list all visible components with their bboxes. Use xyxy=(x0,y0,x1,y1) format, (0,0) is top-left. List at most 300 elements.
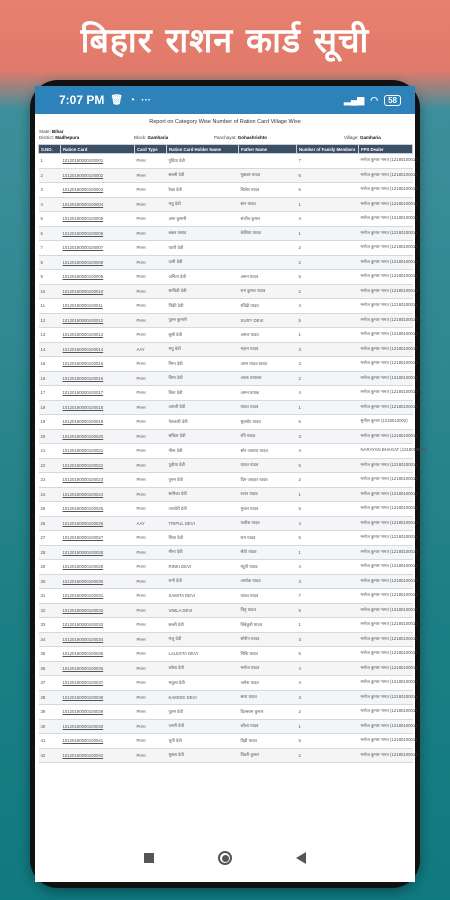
column-header: S.NO. xyxy=(39,145,61,154)
table-cell: 35 xyxy=(39,647,61,662)
table-cell: मनोज कुमार भगत (1218010001) xyxy=(359,342,413,357)
table-cell: पुदीया देवी xyxy=(167,458,239,473)
state-label: State: xyxy=(39,129,51,134)
table-cell: नीना देवी xyxy=(167,444,239,459)
table-cell: 7 xyxy=(297,589,359,604)
ration-card-link[interactable]: 10120180000100009 xyxy=(61,270,135,285)
phone-frame xyxy=(30,80,428,888)
table-cell: 4 xyxy=(297,676,359,691)
table-cell: गुडिया देवी xyxy=(167,154,239,169)
table-row xyxy=(39,371,413,386)
table-cell: मनोज कुमार भगत (1218010001) xyxy=(359,429,413,444)
back-icon[interactable] xyxy=(296,852,306,864)
table-cell: 40 xyxy=(39,719,61,734)
table-cell: मनोज कुमार भगत (1218010001) xyxy=(359,545,413,560)
table-cell: 3 xyxy=(297,357,359,372)
table-cell: KAMODI DEVI xyxy=(167,690,239,705)
table-cell: PHH xyxy=(135,313,167,328)
table-cell: मनोज कुमार भगत (1218010001) xyxy=(359,212,413,227)
table-cell: फवीस यादव xyxy=(239,516,297,531)
table-row xyxy=(39,618,413,633)
ration-card-link[interactable]: 10120180000100014 xyxy=(61,342,135,357)
table-row xyxy=(39,226,413,241)
table-cell: रविंद्री यादव xyxy=(239,299,297,314)
table-cell: 6 xyxy=(297,183,359,198)
ration-card-link[interactable]: 10120180000100037 xyxy=(61,676,135,691)
table-cell: सारिका देवी xyxy=(167,487,239,502)
table-cell: बूसी देवी xyxy=(167,328,239,343)
column-header: Card Type xyxy=(135,145,167,154)
table-cell: मनोज कुमार भगत (1218010001) xyxy=(359,458,413,473)
table-cell: 24 xyxy=(39,487,61,502)
table-cell: 5 xyxy=(297,531,359,546)
battery-icon xyxy=(384,95,401,106)
table-cell: पुतम देवी xyxy=(167,705,239,720)
ration-card-link[interactable]: 10120180000100007 xyxy=(61,241,135,256)
table-cell: PHH xyxy=(135,154,167,169)
table-row xyxy=(39,705,413,720)
table-cell: मनोज कुमार भगत (1218010001) xyxy=(359,386,413,401)
ration-card-link[interactable]: 10120180000100036 xyxy=(61,661,135,676)
table-cell: 4 xyxy=(39,197,61,212)
village-value: Gamharia xyxy=(359,135,381,140)
table-cell: PHH xyxy=(135,632,167,647)
table-cell: 2 xyxy=(297,241,359,256)
table-row xyxy=(39,429,413,444)
table-row xyxy=(39,473,413,488)
table-cell: मनोज कुमार भगत (1218010001) xyxy=(359,313,413,328)
table-cell: कोसा देवी xyxy=(167,661,239,676)
table-row xyxy=(39,603,413,618)
table-cell: 4 xyxy=(297,444,359,459)
table-row xyxy=(39,531,413,546)
ration-card-link[interactable]: 10120180000100003 xyxy=(61,183,135,198)
ration-card-link[interactable]: 10120180000100012 xyxy=(61,313,135,328)
table-cell: PHH xyxy=(135,748,167,763)
column-header: FPS Dealer xyxy=(359,145,413,154)
table-cell: VIMLA DEVI xyxy=(167,603,239,618)
table-cell: 5 xyxy=(297,458,359,473)
ration-card-link[interactable]: 10120180000100034 xyxy=(61,632,135,647)
table-cell: मधुला देवी xyxy=(167,676,239,691)
table-cell: सावित्री देवी xyxy=(167,284,239,299)
table-cell: दिन जवाहर यादव xyxy=(239,473,297,488)
table-cell: TRIPUL DEVI xyxy=(167,516,239,531)
ration-card-link[interactable]: 10120180000100029 xyxy=(61,560,135,575)
ration-card-link[interactable]: 10120180000100004 xyxy=(61,197,135,212)
report-meta xyxy=(35,129,415,141)
table-cell: 36 xyxy=(39,661,61,676)
table-cell: PHH xyxy=(135,690,167,705)
ration-card-link[interactable]: 10120180000100016 xyxy=(61,371,135,386)
status-time: 7:07 PM xyxy=(59,93,105,107)
table-cell xyxy=(239,154,297,169)
table-row xyxy=(39,719,413,734)
ration-card-link[interactable]: 10120180000100015 xyxy=(61,357,135,372)
table-cell: राम कुमार यादव xyxy=(239,284,297,299)
table-cell: रवान यादव xyxy=(239,487,297,502)
table-cell: 4 xyxy=(297,661,359,676)
table-cell: मनोज कुमार भगत (1218010001) xyxy=(359,734,413,749)
table-cell: 2 xyxy=(39,168,61,183)
table-row xyxy=(39,241,413,256)
table-cell: राम यादव xyxy=(239,531,297,546)
ration-card-link[interactable]: 10120180000100033 xyxy=(61,618,135,633)
recent-apps-icon[interactable] xyxy=(144,853,154,863)
table-row xyxy=(39,212,413,227)
table-cell: मुन्नाला यादव xyxy=(239,168,297,183)
report-document[interactable] xyxy=(35,114,428,834)
table-cell: PHH xyxy=(135,676,167,691)
district-value: Madhepura xyxy=(55,135,80,140)
block-label: Block: xyxy=(134,135,147,140)
table-cell: 14 xyxy=(39,342,61,357)
ration-card-link[interactable]: 10120180000100001 xyxy=(61,154,135,169)
table-cell: आरती देवी xyxy=(167,400,239,415)
table-cell: PHH xyxy=(135,531,167,546)
table-cell: मनोज कुमार भगत (1218010001) xyxy=(359,603,413,618)
table-cell: RINKI DEVI xyxy=(167,560,239,575)
table-cell: 2 xyxy=(297,705,359,720)
table-cell: 12 xyxy=(39,313,61,328)
table-cell: सबरी देवी xyxy=(167,618,239,633)
table-cell: 39 xyxy=(39,705,61,720)
table-cell: सारा यादव xyxy=(239,690,297,705)
ration-card-link[interactable]: 10120180000100028 xyxy=(61,545,135,560)
table-cell: 8 xyxy=(39,255,61,270)
column-header: Ration Card Holder Name xyxy=(167,145,239,154)
table-cell: 3 xyxy=(297,429,359,444)
ration-card-link[interactable]: 10120180000100022 xyxy=(61,458,135,473)
table-body xyxy=(39,154,428,763)
table-cell: 5 xyxy=(297,734,359,749)
table-cell: 26 xyxy=(39,516,61,531)
table-cell: 11 xyxy=(39,299,61,314)
whatsapp-icon: ◔ xyxy=(129,94,136,106)
wifi-icon: ◠ xyxy=(370,94,379,105)
column-header: Number of Family Members xyxy=(297,145,359,154)
table-row xyxy=(39,313,413,328)
table-cell: मनोज कुमार भगत (1218010001) xyxy=(359,400,413,415)
table-row xyxy=(39,734,413,749)
table-cell: 1 xyxy=(297,400,359,415)
table-row xyxy=(39,284,413,299)
district-label: District: xyxy=(39,135,54,140)
ration-card-link[interactable]: 10120180000100024 xyxy=(61,487,135,502)
ration-card-link[interactable]: 10120180000100023 xyxy=(61,473,135,488)
table-cell: 4 xyxy=(297,212,359,227)
table-cell: 6 xyxy=(39,226,61,241)
table-cell: ज्यादेरी देवी xyxy=(167,502,239,517)
table-cell: विलेश यादव xyxy=(239,183,297,198)
table-cell: मनोज कुमार भगत (1218010001) xyxy=(359,502,413,517)
ration-card-link[interactable]: 10120180000100013 xyxy=(61,328,135,343)
table-cell: 18 xyxy=(39,400,61,415)
table-cell: मनोज कुमार भगत (1218010001) xyxy=(359,748,413,763)
table-cell: मनोज कुमार भगत (1218010001) xyxy=(359,719,413,734)
table-cell: शिवा देवी xyxy=(167,531,239,546)
table-cell: विना देवी xyxy=(167,386,239,401)
table-cell: विमा देवी xyxy=(167,371,239,386)
table-cell: PHH xyxy=(135,734,167,749)
table-cell: अमन यादव xyxy=(239,270,297,285)
table-cell: 23 xyxy=(39,473,61,488)
table-cell: PHH xyxy=(135,168,167,183)
table-cell: SAMITA DEVI xyxy=(167,589,239,604)
table-row xyxy=(39,516,413,531)
table-row xyxy=(39,328,413,343)
table-cell: मनोज कुमार भगत (1218010001) xyxy=(359,183,413,198)
table-cell: PHH xyxy=(135,603,167,618)
table-cell: अरम यादव यादव xyxy=(239,357,297,372)
table-row xyxy=(39,197,413,212)
table-cell: PHH xyxy=(135,197,167,212)
ration-card-link[interactable]: 10120180000100021 xyxy=(61,444,135,459)
table-cell: यादव यादव xyxy=(239,400,297,415)
table-cell: मनोज कुमार भगत (1218010001) xyxy=(359,154,413,169)
home-icon[interactable] xyxy=(218,851,232,865)
table-cell: सेठी यादव xyxy=(239,545,297,560)
table-cell: सोरीन यादव xyxy=(239,632,297,647)
table-cell: AAY xyxy=(135,342,167,357)
ration-card-link[interactable]: 10120180000100020 xyxy=(61,429,135,444)
table-cell: NARAYAN BHAGAT (1218010001) xyxy=(359,444,413,459)
trash-icon: 🗑 xyxy=(110,94,124,106)
ration-card-link[interactable]: 10120180000100031 xyxy=(61,589,135,604)
table-row xyxy=(39,545,413,560)
table-row xyxy=(39,342,413,357)
table-cell: निमा देवी xyxy=(167,357,239,372)
table-cell: सबनी देवी xyxy=(167,168,239,183)
table-cell: PHH xyxy=(135,647,167,662)
table-row xyxy=(39,255,413,270)
table-cell: 1 xyxy=(297,719,359,734)
table-cell: मनोज कुमार भगत (1218010001) xyxy=(359,705,413,720)
table-cell: मनोज कुमार भगत (1218010001) xyxy=(359,328,413,343)
table-cell: 27 xyxy=(39,531,61,546)
table-cell: सबिता देवी xyxy=(167,429,239,444)
ration-card-link[interactable]: 10120180000100041 xyxy=(61,734,135,749)
table-row xyxy=(39,168,413,183)
table-cell: मनोज कुमार भगत (1218010001) xyxy=(359,647,413,662)
table-cell: PHH xyxy=(135,545,167,560)
table-row xyxy=(39,270,413,285)
table-row xyxy=(39,458,413,473)
table-cell: 28 xyxy=(39,545,61,560)
table-cell: मधु देवी xyxy=(167,342,239,357)
table-cell: 2 xyxy=(297,748,359,763)
table-cell: मनोज कुमार भगत (1218010001) xyxy=(359,357,413,372)
table-cell: 13 xyxy=(39,328,61,343)
table-cell: मनोज कुमार भगत (1218010001) xyxy=(359,255,413,270)
table-cell xyxy=(239,255,297,270)
table-cell: 1 xyxy=(297,226,359,241)
table-cell: मुक्ता देवी xyxy=(167,748,239,763)
table-cell: 3 xyxy=(297,632,359,647)
table-cell: जगरी देवी xyxy=(167,719,239,734)
table-cell: महान यादव xyxy=(239,342,297,357)
table-cell: विबेकुरी यादव xyxy=(239,618,297,633)
village-label: Village: xyxy=(344,135,359,140)
table-cell: केशिया यादव xyxy=(239,226,297,241)
table-cell: 2 xyxy=(297,371,359,386)
ration-card-link[interactable]: 10120180000100035 xyxy=(61,647,135,662)
table-cell: रेखा देवी xyxy=(167,183,239,198)
ration-card-link[interactable]: 10120180000100011 xyxy=(61,299,135,314)
panchayat-label: Panchayat: xyxy=(214,135,237,140)
table-cell: विद्री यादव xyxy=(239,734,297,749)
table-cell: SURY DEVI xyxy=(239,313,297,328)
table-cell: मंजु देवी xyxy=(167,632,239,647)
table-cell: 5 xyxy=(297,502,359,517)
table-cell: अमेश यादव xyxy=(239,676,297,691)
table-cell: PHH xyxy=(135,357,167,372)
table-cell: 33 xyxy=(39,618,61,633)
table-cell: 22 xyxy=(39,458,61,473)
ration-card-link[interactable]: 10120180000100005 xyxy=(61,212,135,227)
table-cell: 3 xyxy=(297,342,359,357)
table-cell: मनोज कुमार भगत (1218010001) xyxy=(359,270,413,285)
table-cell: 4 xyxy=(297,516,359,531)
table-cell: 2 xyxy=(297,473,359,488)
ration-card-link[interactable]: 10120180000100040 xyxy=(61,719,135,734)
table-cell: पेतकारी देवी xyxy=(167,415,239,430)
column-header: Ration Card xyxy=(61,145,135,154)
ration-card-link[interactable]: 10120180000100038 xyxy=(61,690,135,705)
table-cell: अशोक यादव xyxy=(239,574,297,589)
report-title: Report on Category Wise Number of Ration Card Village Wise xyxy=(149,119,301,125)
table-cell: मनोज कुमार भगत (1218010001) xyxy=(359,371,413,386)
table-cell: PHH xyxy=(135,241,167,256)
table-cell: 5 xyxy=(297,313,359,328)
table-row xyxy=(39,647,413,662)
table-row xyxy=(39,154,413,169)
table-cell: अमल यादव xyxy=(239,328,297,343)
table-cell: PHH xyxy=(135,705,167,720)
table-row xyxy=(39,400,413,415)
table-cell: 9 xyxy=(39,270,61,285)
phone-screen xyxy=(35,86,428,882)
table-cell: दानी देवी xyxy=(167,255,239,270)
table-cell: मनोज कुमार भगत (1218010001) xyxy=(359,560,413,575)
table-cell: 1 xyxy=(297,618,359,633)
table-cell: PHH xyxy=(135,429,167,444)
table-cell: बबल प्रसाद xyxy=(167,226,239,241)
ration-card-link[interactable]: 10120180000100002 xyxy=(61,168,135,183)
panchayat-value: Gohashrishto xyxy=(237,135,268,140)
status-bar xyxy=(35,86,415,114)
table-cell: रानी देवी xyxy=(167,574,239,589)
table-cell: मधु देवी xyxy=(167,197,239,212)
table-cell: मनोज कुमार भगत (1218010001) xyxy=(359,690,413,705)
table-cell: 20 xyxy=(39,429,61,444)
table-cell: 25 xyxy=(39,502,61,517)
table-cell: मनोज कुमार भगत (1218010001) xyxy=(359,574,413,589)
column-header: Father Name xyxy=(239,145,297,154)
ration-card-link[interactable]: 10120180000100032 xyxy=(61,603,135,618)
table-cell: PHH xyxy=(135,284,167,299)
table-cell: मनोज कुमार भगत (1218010001) xyxy=(359,589,413,604)
table-cell: 1 xyxy=(39,154,61,169)
table-cell: PHH xyxy=(135,226,167,241)
battery-level: 58 xyxy=(388,95,397,105)
table-cell: 1 xyxy=(297,328,359,343)
table-cell: PHH xyxy=(135,444,167,459)
table-cell: PHH xyxy=(135,589,167,604)
ration-card-link[interactable]: 10120180000100010 xyxy=(61,284,135,299)
ration-card-link[interactable]: 10120180000100017 xyxy=(61,386,135,401)
table-row xyxy=(39,502,413,517)
table-cell: मुराल यादव xyxy=(239,502,297,517)
ration-card-link[interactable]: 10120180000100026 xyxy=(61,516,135,531)
table-cell: AAY xyxy=(135,516,167,531)
android-nav-bar xyxy=(35,834,415,882)
table-cell: पिंकी देवी xyxy=(167,299,239,314)
table-cell: संजीव कुमार xyxy=(239,212,297,227)
table-cell: प्यारी देवी xyxy=(167,241,239,256)
table-cell: PHH xyxy=(135,386,167,401)
table-cell: निकि यादव xyxy=(239,647,297,662)
table-row xyxy=(39,690,413,705)
ration-card-link[interactable]: 10120180000100008 xyxy=(61,255,135,270)
ration-card-link[interactable]: 10120180000100019 xyxy=(61,415,135,430)
table-cell: मनोज कुमार भगत (1218010001) xyxy=(359,197,413,212)
ration-card-link[interactable]: 10120180000100030 xyxy=(61,574,135,589)
table-cell: मनोज यादव xyxy=(239,661,297,676)
table-cell: मीना देवी xyxy=(167,545,239,560)
table-row xyxy=(39,487,413,502)
table-cell: 32 xyxy=(39,603,61,618)
ration-card-link[interactable]: 10120180000100042 xyxy=(61,748,135,763)
table-cell: PHH xyxy=(135,473,167,488)
table-cell: PHH xyxy=(135,299,167,314)
ration-card-link[interactable]: 10120180000100025 xyxy=(61,502,135,517)
ration-card-link[interactable]: 10120180000100018 xyxy=(61,400,135,415)
table-cell: 7 xyxy=(297,154,359,169)
table-cell: मनोज कुमार भगत (1218010001) xyxy=(359,226,413,241)
table-cell: PHH xyxy=(135,270,167,285)
table-cell: 21 xyxy=(39,444,61,459)
ration-card-link[interactable]: 10120180000100027 xyxy=(61,531,135,546)
ration-card-link[interactable]: 10120180000100006 xyxy=(61,226,135,241)
table-cell: PHH xyxy=(135,400,167,415)
table-cell: 5 xyxy=(39,212,61,227)
table-cell: 5 xyxy=(297,603,359,618)
table-row xyxy=(39,299,413,314)
table-cell: 1 xyxy=(297,197,359,212)
table-cell: सुरसोट यादव xyxy=(239,415,297,430)
table-cell: अना कुमारी xyxy=(167,212,239,227)
ration-card-link[interactable]: 10120180000100039 xyxy=(61,705,135,720)
table-cell: 1 xyxy=(297,545,359,560)
table-cell: 2 xyxy=(297,255,359,270)
table-cell: 1 xyxy=(297,487,359,502)
table-cell: मनोज कुमार भगत (1218010001) xyxy=(359,299,413,314)
table-cell: रवि यादव xyxy=(239,429,297,444)
app-banner-title: बिहार राशन कार्ड सूची xyxy=(80,21,370,61)
table-cell: 16 xyxy=(39,371,61,386)
table-cell: यादव यादव xyxy=(239,458,297,473)
table-cell: सोर जवारत यादव xyxy=(239,444,297,459)
table-cell: PHH xyxy=(135,719,167,734)
table-cell: 38 xyxy=(39,690,61,705)
table-cell: PHH xyxy=(135,371,167,386)
table-cell: PHH xyxy=(135,458,167,473)
table-cell: PHH xyxy=(135,618,167,633)
table-cell: 29 xyxy=(39,560,61,575)
table-cell: 37 xyxy=(39,676,61,691)
more-dots-icon: ··· xyxy=(141,94,152,106)
